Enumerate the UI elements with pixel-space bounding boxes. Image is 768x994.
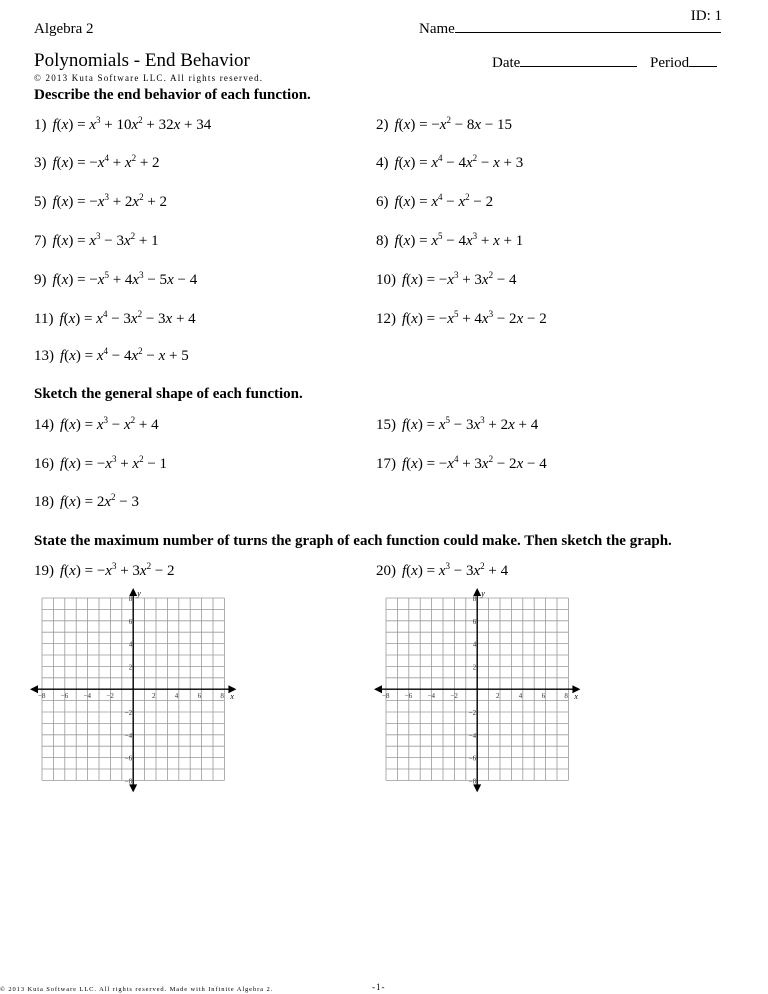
name-line bbox=[455, 32, 721, 33]
problem-equation: $f(x) = x^4 - x^2 - 2$ bbox=[394, 192, 494, 210]
coordinate-grid-19[interactable] bbox=[28, 588, 248, 800]
y-tick-label: 2 bbox=[472, 663, 477, 672]
y-tick-label: 6 bbox=[472, 617, 477, 626]
problem-5 bbox=[34, 194, 167, 211]
problem-equation: $f(x) = -x^3 + 3x^2 - 2$ bbox=[60, 561, 175, 579]
problem-equation: $f(x) = -x^3 + x^2 - 1$ bbox=[60, 454, 168, 472]
y-tick-label: −6 bbox=[124, 754, 133, 763]
problem-number: 5) bbox=[34, 194, 47, 210]
problem-equation: $f(x) = -x^3 + 3x^2 - 4$ bbox=[402, 270, 517, 288]
problem-equation: $f(x) = -x^5 + 4x^3 - 2x - 2$ bbox=[402, 309, 547, 327]
x-tick-label: 2 bbox=[496, 692, 500, 701]
x-tick-label: 4 bbox=[174, 692, 179, 701]
problem-9 bbox=[34, 272, 197, 289]
y-tick-label: −2 bbox=[468, 709, 477, 717]
problem-equation: $f(x) = x^3 - 3x^2 + 1$ bbox=[52, 231, 159, 249]
problem-number: 7) bbox=[34, 233, 47, 249]
problem-4 bbox=[376, 155, 523, 172]
problem-equation: $f(x) = 2x^2 - 3$ bbox=[60, 492, 139, 510]
y-tick-label: 8 bbox=[128, 595, 133, 603]
x-tick-label: −8 bbox=[382, 692, 390, 701]
period-line bbox=[689, 66, 717, 67]
problem-12 bbox=[376, 311, 547, 328]
problem-equation: $f(x) = x^4 - 4x^2 - x + 3$ bbox=[394, 153, 524, 171]
y-tick-label: −2 bbox=[124, 709, 133, 717]
x-tick-label: −8 bbox=[38, 692, 46, 701]
problem-16 bbox=[34, 456, 167, 473]
problem-number: 20) bbox=[376, 563, 396, 579]
y-tick-label: 4 bbox=[128, 640, 133, 649]
page-title: Polynomials - End Behavior bbox=[34, 50, 250, 71]
problem-equation: $f(x) = -x^4 + 3x^2 - 2x - 4$ bbox=[402, 454, 547, 472]
problem-number: 17) bbox=[376, 456, 396, 472]
footer-copyright: © 2013 Kuta Software LLC. All rights reserved. Made with Infinite Algebra 2. bbox=[0, 986, 274, 993]
problem-equation: $f(x) = -x^4 + x^2 + 2$ bbox=[52, 153, 160, 171]
problem-number: 10) bbox=[376, 272, 396, 288]
x-tick-label: 2 bbox=[152, 692, 156, 701]
name-label: Name bbox=[419, 21, 455, 37]
problem-17 bbox=[376, 456, 547, 473]
problem-19 bbox=[34, 563, 175, 580]
problem-equation: $f(x) = x^3 - 3x^2 + 4$ bbox=[402, 561, 509, 579]
coordinate-grid-20[interactable] bbox=[372, 588, 592, 800]
problem-1 bbox=[34, 117, 211, 134]
problem-13 bbox=[34, 348, 189, 365]
x-tick-label: 4 bbox=[518, 692, 523, 701]
problem-10 bbox=[376, 272, 517, 289]
problem-number: 18) bbox=[34, 494, 54, 510]
period-label: Period bbox=[650, 55, 690, 71]
problem-18 bbox=[34, 494, 139, 511]
problem-6 bbox=[376, 194, 493, 211]
problem-14 bbox=[34, 417, 159, 434]
problem-number: 2) bbox=[376, 117, 389, 133]
y-tick-label: 4 bbox=[472, 640, 477, 649]
y-tick-label: −4 bbox=[468, 731, 477, 740]
problem-number: 6) bbox=[376, 194, 389, 210]
problem-3 bbox=[34, 155, 160, 172]
problem-number: 12) bbox=[376, 311, 396, 327]
problem-equation: $f(x) = x^3 - x^2 + 4$ bbox=[60, 415, 159, 433]
x-axis-label: x bbox=[574, 692, 578, 702]
x-tick-label: 8 bbox=[220, 692, 224, 701]
problem-number: 15) bbox=[376, 417, 396, 433]
course-name: Algebra 2 bbox=[34, 21, 94, 37]
problem-equation: $f(x) = -x^5 + 4x^3 - 5x - 4$ bbox=[52, 270, 198, 288]
x-tick-label: 8 bbox=[564, 692, 568, 701]
date-label: Date bbox=[492, 55, 521, 71]
problem-number: 11) bbox=[34, 311, 54, 327]
section-heading-sketch: Sketch the general shape of each function. bbox=[34, 386, 303, 402]
problem-equation: $f(x) = x^3 + 10x^2 + 32x + 34$ bbox=[52, 115, 212, 133]
date-line bbox=[520, 66, 637, 67]
y-tick-label: 8 bbox=[472, 595, 477, 603]
x-axis-arrow-left bbox=[374, 685, 382, 693]
y-tick-label: −6 bbox=[468, 754, 477, 763]
problem-equation: $f(x) = x^4 - 3x^2 - 3x + 4$ bbox=[59, 309, 196, 327]
problem-number: 4) bbox=[376, 155, 389, 171]
problem-number: 8) bbox=[376, 233, 389, 249]
copyright-notice: © 2013 Kuta Software LLC. All rights reserved. bbox=[34, 73, 264, 83]
problem-number: 13) bbox=[34, 348, 54, 364]
y-axis-arrow-down bbox=[473, 784, 481, 792]
y-tick-label: 2 bbox=[128, 663, 133, 672]
x-tick-label: 6 bbox=[197, 692, 202, 701]
y-tick-label: −8 bbox=[468, 777, 477, 786]
problem-number: 1) bbox=[34, 117, 47, 133]
period-field[interactable] bbox=[650, 55, 717, 72]
date-field[interactable] bbox=[492, 55, 637, 72]
problem-number: 16) bbox=[34, 456, 54, 472]
problem-11 bbox=[34, 311, 196, 328]
y-axis-arrow-down bbox=[129, 784, 137, 792]
problem-number: 3) bbox=[34, 155, 47, 171]
problem-7 bbox=[34, 233, 159, 250]
y-tick-label: −8 bbox=[124, 777, 133, 786]
worksheet-id: ID: 1 bbox=[690, 8, 722, 24]
section-heading-turns: State the maximum number of turns the graph of each function could make. Then sketch the graph. bbox=[34, 533, 672, 549]
x-tick-label: −6 bbox=[404, 692, 413, 701]
problem-equation: $f(x) = -x^3 + 2x^2 + 2$ bbox=[52, 192, 168, 210]
y-axis-label: y bbox=[481, 589, 485, 598]
x-axis-arrow-left bbox=[30, 685, 38, 693]
problem-number: 14) bbox=[34, 417, 54, 433]
problem-8 bbox=[376, 233, 523, 250]
y-tick-label: 6 bbox=[128, 617, 133, 626]
problem-equation: $f(x) = x^4 - 4x^2 - x + 5$ bbox=[60, 346, 189, 364]
x-axis-label: x bbox=[230, 692, 234, 702]
section-heading-end-behavior: Describe the end behavior of each function. bbox=[34, 87, 311, 103]
x-tick-label: −4 bbox=[83, 692, 92, 701]
x-tick-label: −6 bbox=[60, 692, 69, 701]
x-tick-label: −2 bbox=[450, 692, 458, 701]
problem-15 bbox=[376, 417, 538, 434]
x-tick-label: −4 bbox=[427, 692, 436, 701]
problem-equation: $f(x) = -x^2 - 8x - 15$ bbox=[394, 115, 513, 133]
problem-equation: $f(x) = x^5 - 3x^3 + 2x + 4$ bbox=[402, 415, 539, 433]
y-tick-label: −4 bbox=[124, 731, 133, 740]
x-tick-label: 6 bbox=[541, 692, 546, 701]
problem-2 bbox=[376, 117, 512, 134]
y-axis-label: y bbox=[137, 589, 141, 598]
name-field[interactable] bbox=[419, 21, 721, 38]
problem-equation: $f(x) = x^5 - 4x^3 + x + 1$ bbox=[394, 231, 524, 249]
problem-number: 19) bbox=[34, 563, 54, 579]
x-tick-label: −2 bbox=[106, 692, 114, 701]
problem-number: 9) bbox=[34, 272, 47, 288]
page-number: -1- bbox=[372, 982, 386, 992]
problem-20 bbox=[376, 563, 508, 580]
